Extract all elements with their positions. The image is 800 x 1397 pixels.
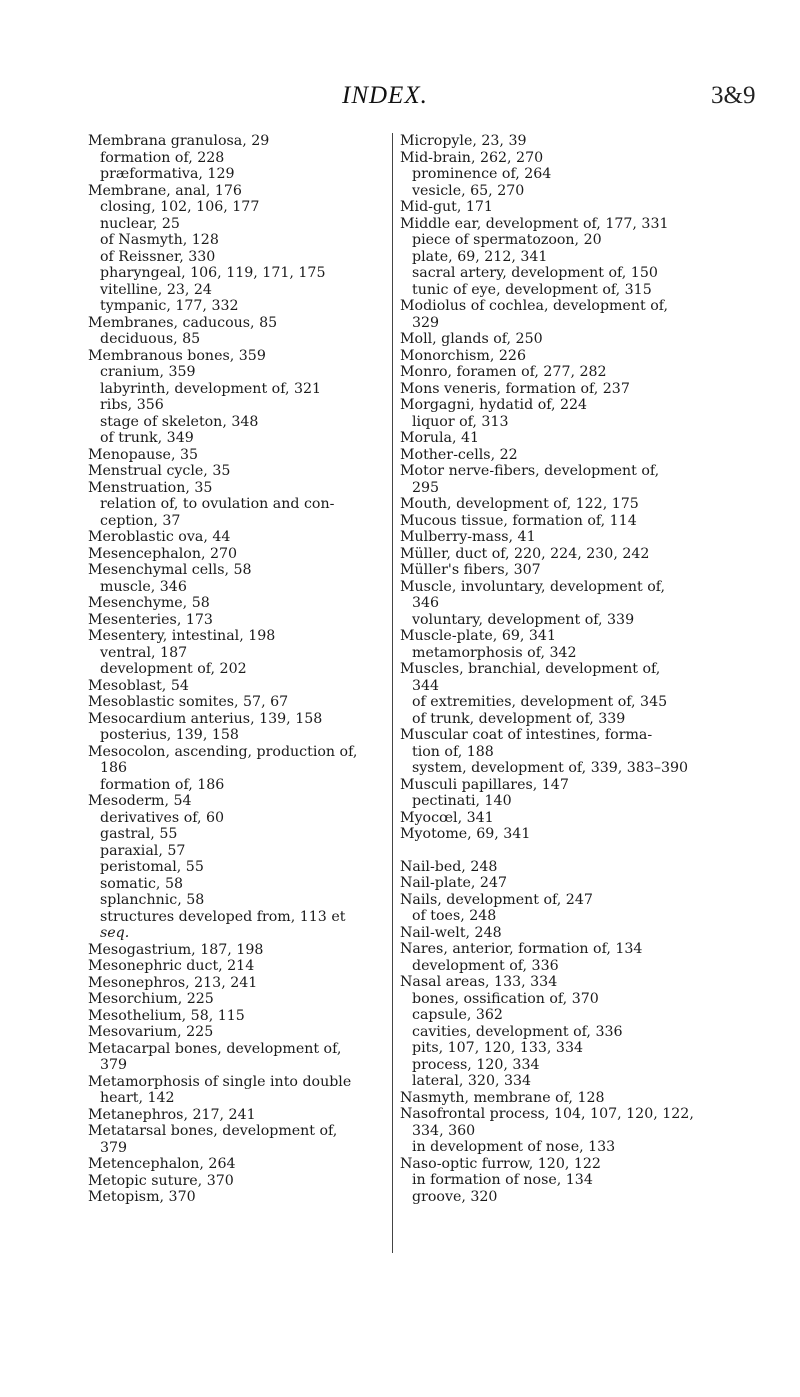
index-subentry: of toes, 248 [412, 908, 497, 924]
index-entry: Metamorphosis of single into double [88, 1073, 352, 1090]
index-subentry: prominence of, 264 [412, 166, 552, 182]
index-entry: Mesoblastic somites, 57, 67 [88, 694, 289, 710]
index-entry: Mid-brain, 262, 270 [400, 149, 544, 166]
index-entry: Müller, duct of, 220, 224, 230, 242 [400, 545, 650, 562]
index-subentry: of trunk, 349 [100, 430, 194, 446]
index-subentry: pectinati, 140 [412, 793, 512, 809]
index-subentry: bones, ossification of, 370 [412, 990, 599, 1007]
index-subentry: groove, 320 [412, 1188, 498, 1205]
index-subentry: metamorphosis of, 342 [412, 644, 577, 661]
page-number: 3&9 [711, 82, 756, 109]
index-subentry: 344 [412, 677, 440, 694]
index-subentry: ventral, 187 [100, 644, 188, 661]
index-subentry: sacral artery, development of, 150 [412, 265, 658, 281]
index-entry: Mouth, development of, 122, 175 [400, 496, 639, 512]
index-subentry: cavities, development of, 336 [412, 1023, 623, 1040]
index-entry: Musculi papillares, 147 [400, 776, 569, 793]
index-subentry: pits, 107, 120, 133, 334 [412, 1040, 583, 1056]
index-entry: Muscular coat of intestines, forma- [400, 727, 653, 743]
index-entry: Moll, glands of, 250 [400, 331, 543, 347]
index-subentry: præformativa, 129 [100, 166, 235, 182]
index-entry: Metencephalon, 264 [88, 1156, 236, 1172]
index-subentry: 329 [412, 314, 440, 331]
index-entry: Nails, development of, 247 [400, 891, 593, 908]
index-entry: Membrana granulosa, 29 [88, 133, 270, 149]
index-subentry: tunic of eye, development of, 315 [412, 281, 652, 298]
index-subentry: cranium, 359 [100, 364, 196, 380]
index-entry: Nares, anterior, formation of, 134 [400, 941, 643, 957]
index-subentry: seq. [100, 925, 130, 941]
index-entry: Mesocolon, ascending, production of, [88, 743, 358, 760]
index-subentry: of extremities, development of, 345 [412, 694, 668, 710]
index-entry: Membrane, anal, 176 [88, 182, 242, 199]
index-subentry: 379 [100, 1057, 128, 1073]
page-title: INDEX. [342, 82, 428, 109]
index-subentry: pharyngeal, 106, 119, 171, 175 [100, 265, 326, 281]
index-entry: Mesoblast, 54 [88, 677, 189, 694]
index-entry: Myotome, 69, 341 [400, 826, 531, 842]
index-entry: Muscles, branchial, development of, [400, 661, 661, 677]
index-entry: Metopism, 370 [88, 1189, 196, 1205]
index-entry: Nail-plate, 247 [400, 875, 508, 891]
index-subentry: 295 [412, 479, 440, 496]
index-entry: Mons veneris, formation of, 237 [400, 380, 630, 397]
index-subentry: voluntary, development of, 339 [412, 611, 635, 628]
index-subentry: 334, 360 [412, 1122, 476, 1139]
index-entry: Mucous tissue, formation of, 114 [400, 512, 637, 529]
index-subentry: heart, 142 [100, 1090, 175, 1106]
index-subentry: vesicle, 65, 270 [412, 182, 525, 199]
index-subentry: structures developed from, 113 et [100, 908, 346, 925]
index-subentry: paraxial, 57 [100, 842, 186, 859]
index-entry: Mesovarium, 225 [88, 1024, 214, 1040]
index-entry: Motor nerve-fibers, development of, [400, 463, 660, 479]
index-entry: Mesentery, intestinal, 198 [88, 628, 276, 644]
index-subentry: of Reissner, 330 [100, 248, 216, 265]
index-subentry: liquor of, 313 [412, 413, 509, 430]
index-entry: Mulberry-mass, 41 [400, 529, 536, 545]
index-entry: Nasmyth, membrane of, 128 [400, 1089, 605, 1106]
index-subentry: deciduous, 85 [100, 331, 201, 347]
index-subentry: posterius, 139, 158 [100, 727, 239, 743]
index-entry: Membranous bones, 359 [88, 347, 266, 364]
index-subentry: system, development of, 339, 383–390 [412, 760, 689, 776]
index-entry: Nail-bed, 248 [400, 858, 498, 875]
index-entry: Mesenteries, 173 [88, 611, 213, 628]
index-subentry: derivatives of, 60 [100, 809, 225, 826]
index-entry: Muscle, involuntary, development of, [400, 578, 666, 595]
index-column-right [400, 133, 765, 1205]
section-gap [400, 843, 765, 859]
index-entry: Nasal areas, 133, 334 [400, 974, 558, 990]
index-subentry: capsule, 362 [412, 1007, 503, 1023]
index-subentry: in formation of nose, 134 [412, 1172, 593, 1188]
index-subentry: splanchnic, 58 [100, 892, 205, 908]
index-entry: Mesothelium, 58, 115 [88, 1007, 245, 1024]
index-subentry: 186 [100, 760, 128, 776]
index-entry: Membranes, caducous, 85 [88, 314, 278, 331]
index-subentry: closing, 102, 106, 177 [100, 199, 260, 215]
index-subentry: labyrinth, development of, 321 [100, 380, 322, 397]
index-entry: Metatarsal bones, development of, [88, 1123, 338, 1139]
index-entry: Modiolus of cochlea, development of, [400, 298, 669, 314]
index-subentry: nuclear, 25 [100, 215, 180, 232]
index-subentry: tion of, 188 [412, 743, 494, 760]
index-subentry: somatic, 58 [100, 875, 183, 892]
index-subentry: formation of, 186 [100, 776, 225, 793]
index-entry: Mid-gut, 171 [400, 199, 493, 215]
index-entry: Middle ear, development of, 177, 331 [400, 215, 669, 232]
index-subentry: plate, 69, 212, 341 [412, 248, 548, 265]
index-subentry: ribs, 356 [100, 397, 164, 413]
index-entry: Mother-cells, 22 [400, 446, 518, 463]
index-entry: Mesonephric duct, 214 [88, 958, 255, 974]
index-entry: Mesenchyme, 58 [88, 595, 210, 611]
index-subentry: of Nasmyth, 128 [100, 232, 219, 248]
index-entry: Nasofrontal process, 104, 107, 120, 122, [400, 1106, 694, 1122]
index-subentry: ception, 37 [100, 512, 181, 529]
index-entry: Meroblastic ova, 44 [88, 529, 231, 545]
index-entry: Metanephros, 217, 241 [88, 1106, 256, 1123]
index-entry: Monorchism, 226 [400, 347, 526, 364]
index-subentry: in development of nose, 133 [412, 1139, 616, 1155]
index-entry: Monro, foramen of, 277, 282 [400, 364, 607, 380]
page-header [0, 82, 800, 118]
index-entry: Myocœl, 341 [400, 809, 494, 826]
column-divider [392, 133, 393, 1253]
index-subentry: 379 [100, 1139, 128, 1156]
index-entry: Naso-optic furrow, 120, 122 [400, 1155, 601, 1172]
index-subentry: formation of, 228 [100, 149, 225, 166]
index-subentry: tympanic, 177, 332 [100, 298, 239, 314]
index-subentry: gastral, 55 [100, 826, 178, 842]
index-subentry: muscle, 346 [100, 578, 187, 595]
index-subentry: process, 120, 334 [412, 1056, 540, 1073]
index-subentry: vitelline, 23, 24 [100, 281, 212, 298]
index-subentry: peristomal, 55 [100, 859, 204, 875]
index-entry: Mesoderm, 54 [88, 793, 192, 809]
index-subentry: development of, 202 [100, 661, 247, 677]
index-subentry: relation of, to ovulation and con- [100, 496, 335, 512]
index-entry: Müller's fibers, 307 [400, 562, 541, 578]
index-entry: Metopic suture, 370 [88, 1172, 234, 1189]
index-entry: Mesogastrium, 187, 198 [88, 941, 264, 958]
index-subentry: lateral, 320, 334 [412, 1073, 532, 1089]
index-entry: Mesencephalon, 270 [88, 545, 238, 562]
index-entry: Morula, 41 [400, 430, 480, 446]
index-entry: Menstrual cycle, 35 [88, 463, 231, 479]
index-entry: Menopause, 35 [88, 446, 199, 463]
index-subentry: stage of skeleton, 348 [100, 413, 259, 430]
index-entry: Mesonephros, 213, 241 [88, 974, 258, 991]
index-subentry: 346 [412, 595, 440, 611]
index-entry: Micropyle, 23, 39 [400, 133, 527, 149]
index-subentry: development of, 336 [412, 957, 559, 974]
index-entry: Metacarpal bones, development of, [88, 1040, 342, 1057]
index-subentry: piece of spermatozoon, 20 [412, 232, 602, 248]
index-entry: Mesorchium, 225 [88, 991, 214, 1007]
index-entry: Nail-welt, 248 [400, 924, 502, 941]
index-subentry: of trunk, development of, 339 [412, 710, 626, 727]
index-entry: Menstruation, 35 [88, 479, 213, 496]
index-entry: Mesenchymal cells, 58 [88, 562, 252, 578]
index-entry: Morgagni, hydatid of, 224 [400, 397, 588, 413]
index-entry: Mesocardium anterius, 139, 158 [88, 710, 323, 727]
index-entry: Muscle-plate, 69, 341 [400, 628, 556, 644]
